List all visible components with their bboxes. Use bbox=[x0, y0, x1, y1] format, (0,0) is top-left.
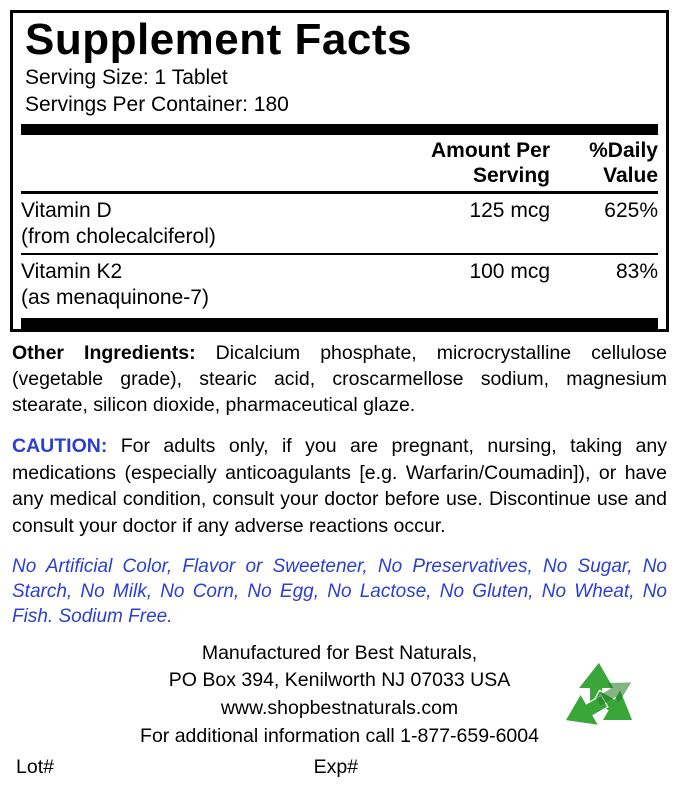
header-amount-line2: Serving bbox=[472, 164, 550, 188]
panel-title: Supplement Facts bbox=[25, 15, 412, 64]
nutrient-rows bbox=[21, 194, 658, 315]
header-daily-value bbox=[550, 135, 658, 191]
header-dv-line2: Value bbox=[603, 164, 658, 188]
nutrition-table bbox=[21, 135, 658, 191]
lot-exp-line bbox=[10, 754, 669, 782]
caution-statement bbox=[12, 433, 667, 541]
other-ingredients-label: Other Ingredients: bbox=[12, 342, 196, 365]
nutrient-name: Vitamin K2 bbox=[21, 260, 123, 284]
header-amount-per-serving bbox=[360, 135, 550, 191]
company-address: PO Box 394, Kenilworth NJ 07033 USA bbox=[168, 669, 511, 692]
recycle-icon bbox=[551, 658, 647, 744]
exp-label: Exp# bbox=[313, 756, 359, 779]
website-url: www.shopbestnaturals.com bbox=[220, 696, 459, 719]
table-row bbox=[21, 255, 658, 285]
table-header-row bbox=[21, 135, 658, 191]
other-ingredients-text: Dicalcium phosphate, microcrystalline cellulose (vegetable grade), stearic acid, croscarmellose sodium, magnesium stearate, silicon dioxide, pharmaceutical glaze. bbox=[12, 342, 667, 416]
nutrient-source: (as menaquinone-7) bbox=[21, 286, 209, 310]
nutrient-amount: 100 mcg bbox=[469, 260, 550, 284]
header-dv-line1: %Daily bbox=[589, 138, 658, 162]
nutrient-source: (from cholecalciferol) bbox=[21, 224, 216, 248]
header-amount-line1: Amount Per bbox=[430, 138, 550, 162]
caution-text: For adults only, if you are pregnant, nursing, taking any medications (especially anticoagulants [e.g. Warfarin/Coumadin]), or have any medical condition, consult your doctor before use. Discontinue use and consult your doctor if any adverse reactions occur. bbox=[12, 434, 667, 538]
manufactured-for: Manufactured for Best Naturals, bbox=[201, 641, 478, 664]
nutrient-name: Vitamin D bbox=[21, 198, 112, 222]
lot-label: Lot# bbox=[16, 756, 54, 779]
phone-line: For additional information call 1-877-659-6004 bbox=[140, 724, 539, 747]
free-from-claims: No Artificial Color, Flavor or Sweetener, No Preservatives, No Sugar, No Starch, No Milk, No Corn, No Egg, No Lactose, No Gluten, No Wheat, No Fish. Sodium Free. bbox=[12, 556, 667, 628]
servings-per-container: Servings Per Container: 180 bbox=[25, 92, 289, 116]
panel-rule-thick-bottom bbox=[21, 318, 658, 329]
table-row-sub bbox=[21, 285, 658, 314]
nutrient-amount: 125 mcg bbox=[469, 198, 550, 222]
table-row bbox=[21, 194, 658, 224]
nutrient-dv: 625% bbox=[604, 198, 658, 222]
supplement-facts-panel bbox=[10, 10, 669, 332]
footer bbox=[10, 640, 669, 782]
serving-size: Serving Size: 1 Tablet bbox=[25, 65, 228, 89]
table-row-sub bbox=[21, 224, 658, 253]
header-nutrient bbox=[21, 135, 360, 191]
other-ingredients bbox=[12, 341, 667, 418]
caution-label: CAUTION: bbox=[12, 434, 108, 457]
panel-rule-thick-top bbox=[21, 124, 658, 135]
nutrient-dv: 83% bbox=[615, 260, 658, 284]
